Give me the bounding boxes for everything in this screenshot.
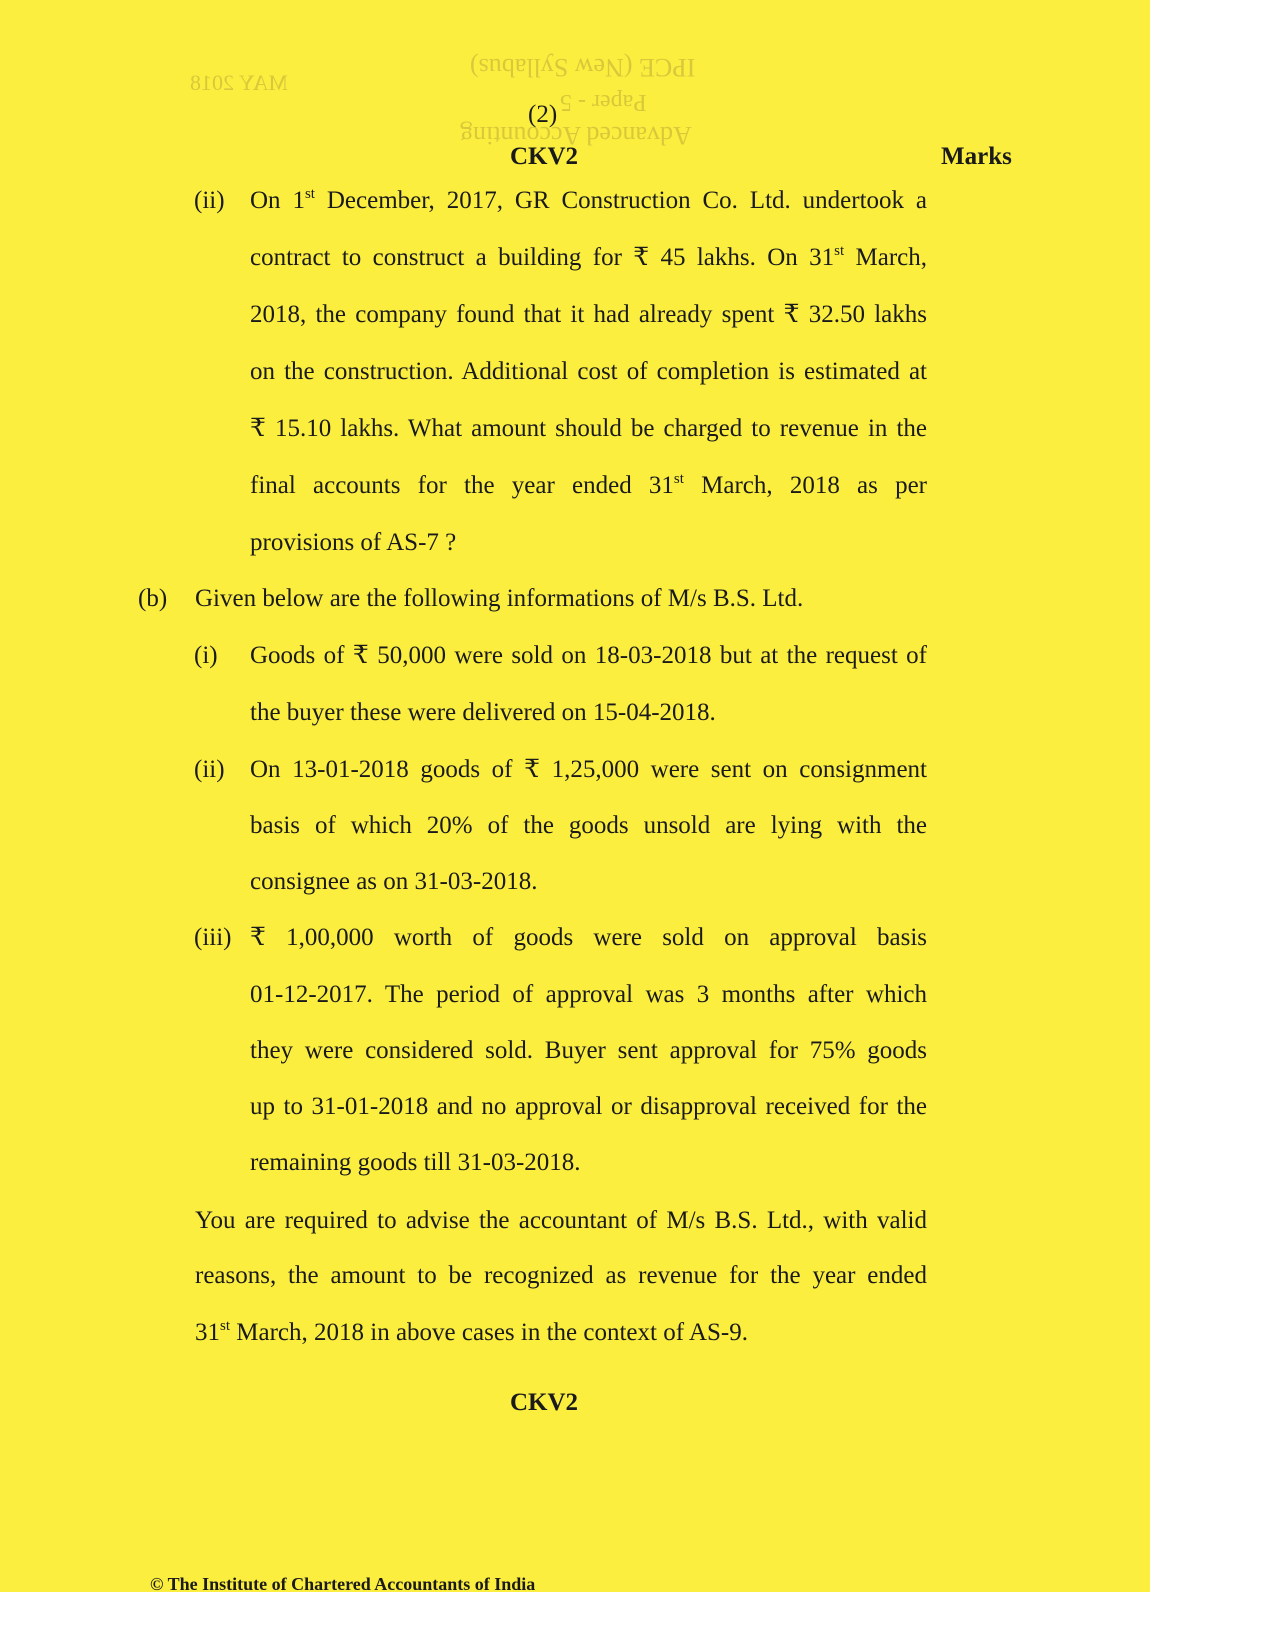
paper-code-footer: CKV2 — [510, 1389, 579, 1416]
question-b-iii-line-1: ₹ 1,00,000 worth of goods were sold on approval basis — [250, 924, 927, 951]
question-a-ii-line-1: On 1st December, 2017, GR Construction Co. Ltd. undertook a — [250, 185, 927, 214]
question-a-ii-line-5: ₹ 15.10 lakhs. What amount should be charged to revenue in the — [250, 415, 927, 442]
question-a-ii-line-4: on the construction. Additional cost of completion is estimated at — [250, 358, 927, 385]
question-a-ii-line-2: contract to construct a building for ₹ 45 lakhs. On 31st March, — [250, 242, 928, 271]
question-a-ii-line-6: final accounts for the year ended 31st March, 2018 as per — [250, 470, 927, 499]
show-through-syllabus: IPCE (New Syllabus) — [470, 53, 696, 82]
question-b-iii-number: (iii) — [194, 924, 232, 951]
question-a-ii-line-3: 2018, the company found that it had already spent ₹ 32.50 lakhs — [250, 301, 927, 328]
question-b-iii-line-5: remaining goods till 31-03-2018. — [250, 1149, 581, 1176]
question-b-i-number: (i) — [194, 642, 218, 669]
show-through-date-stamp: MAY 2018 — [190, 70, 289, 95]
question-b-i-line-2: the buyer these were delivered on 15-04-2018. — [250, 699, 716, 726]
question-b-number: (b) — [138, 585, 168, 612]
question-b-intro: Given below are the following informations of M/s B.S. Ltd. — [195, 585, 804, 612]
show-through-paper: Paper - 5 — [560, 89, 647, 115]
question-b-ii-number: (ii) — [194, 756, 225, 783]
show-through-subject: Advanced Accounting — [460, 121, 692, 150]
copyright-notice: © The Institute of Chartered Accountants of India — [150, 1574, 536, 1594]
question-b-conclusion-line-3: 31st March, 2018 in above cases in the context of AS-9. — [195, 1317, 748, 1346]
question-b-iii-line-3: they were considered sold. Buyer sent approval for 75% goods — [250, 1037, 927, 1064]
question-b-conclusion-line-1: You are required to advise the accountant of M/s B.S. Ltd., with valid — [195, 1207, 927, 1234]
question-b-ii-line-2: basis of which 20% of the goods unsold are lying with the — [250, 812, 927, 839]
question-a-ii-number: (ii) — [194, 187, 225, 214]
question-b-i-line-1: Goods of ₹ 50,000 were sold on 18-03-2018 but at the request of — [250, 642, 927, 669]
question-b-iii-line-2: 01-12-2017. The period of approval was 3 months after which — [250, 981, 927, 1008]
question-b-ii-line-3: consignee as on 31-03-2018. — [250, 868, 538, 895]
marks-label: Marks — [941, 143, 1012, 170]
page-number: (2) — [528, 101, 558, 128]
paper-code-header: CKV2 — [510, 143, 579, 170]
question-b-conclusion-line-2: reasons, the amount to be recognized as revenue for the year ended — [195, 1262, 927, 1289]
question-a-ii-line-7: provisions of AS-7 ? — [250, 529, 457, 556]
question-b-iii-line-4: up to 31-01-2018 and no approval or disapproval received for the — [250, 1093, 927, 1120]
question-b-ii-line-1: On 13-01-2018 goods of ₹ 1,25,000 were sent on consignment — [250, 756, 927, 783]
